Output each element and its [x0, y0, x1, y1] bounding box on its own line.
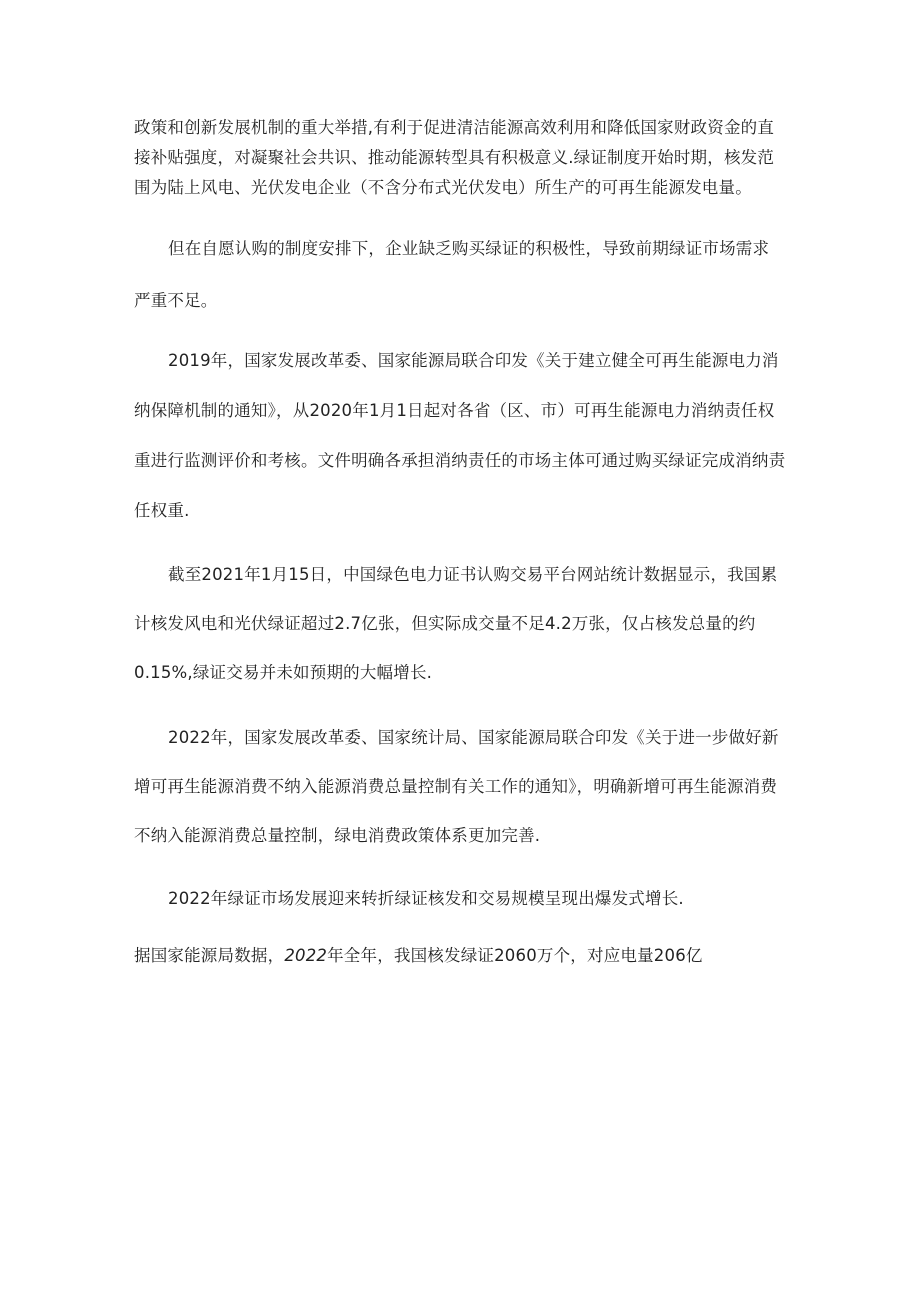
paragraph-line: 2022年绿证市场发展迎来转折绿证核发和交易规模呈现出爆发式增长.: [168, 889, 684, 908]
paragraph-line: 2019年，国家发展改革委、国家能源局联合印发《关于建立健全可再生能源电力消: [168, 351, 779, 370]
paragraph-line: 增可再生能源消费不纳入能源消费总量控制有关工作的通知》，明确新增可再生能源消费: [134, 777, 778, 796]
paragraph-line: 2022年，国家发展改革委、国家统计局、国家能源局联合印发《关于进一步做好新: [168, 728, 779, 747]
paragraph-line: 政策和创新发展机制的重大举措,有利于促进清洁能源高效利用和降低国家财政资金的直: [134, 118, 775, 137]
paragraph-line: 但在自愿认购的制度安排下，企业缺乏购买绿证的积极性，导致前期绿证市场需求: [168, 239, 770, 258]
text-run: 据国家能源局数据，: [134, 946, 285, 965]
paragraph-line: 严重不足。: [134, 291, 218, 310]
paragraph-line: 任权重.: [134, 501, 190, 520]
paragraph-line: 计核发风电和光伏绿证超过2.7亿张，但实际成交量不足4.2万张，仅占核发总量的约: [134, 614, 756, 633]
text-run: 年全年，我国核发绿证2060万个，对应电量206亿: [327, 946, 703, 965]
paragraph-line: 纳保障机制的通知》，从2020年1月1日起对各省（区、市）可再生能源电力消纳责任权: [134, 401, 775, 420]
paragraph-line: 截至2021年1月15日，中国绿色电力证书认购交易平台网站统计数据显示，我国累: [168, 565, 778, 584]
paragraph-line: 不纳入能源消费总量控制，绿电消费政策体系更加完善.: [134, 826, 541, 845]
paragraph-line: 围为陆上风电、光伏发电企业（不含分布式光伏发电）所生产的可再生能源发电量。: [134, 178, 752, 197]
paragraph-line: 接补贴强度，对凝聚社会共识、推动能源转型具有积极意义.绿证制度开始时期，核发范: [134, 148, 775, 167]
italic-year: 2022: [284, 946, 328, 965]
paragraph-line: 0.15%,绿证交易并未如预期的大幅增长.: [134, 663, 433, 682]
paragraph-line: 重进行监测评价和考核。文件明确各承担消纳责任的市场主体可通过购买绿证完成消纳责: [134, 451, 786, 470]
paragraph-line: [134, 945, 703, 967]
